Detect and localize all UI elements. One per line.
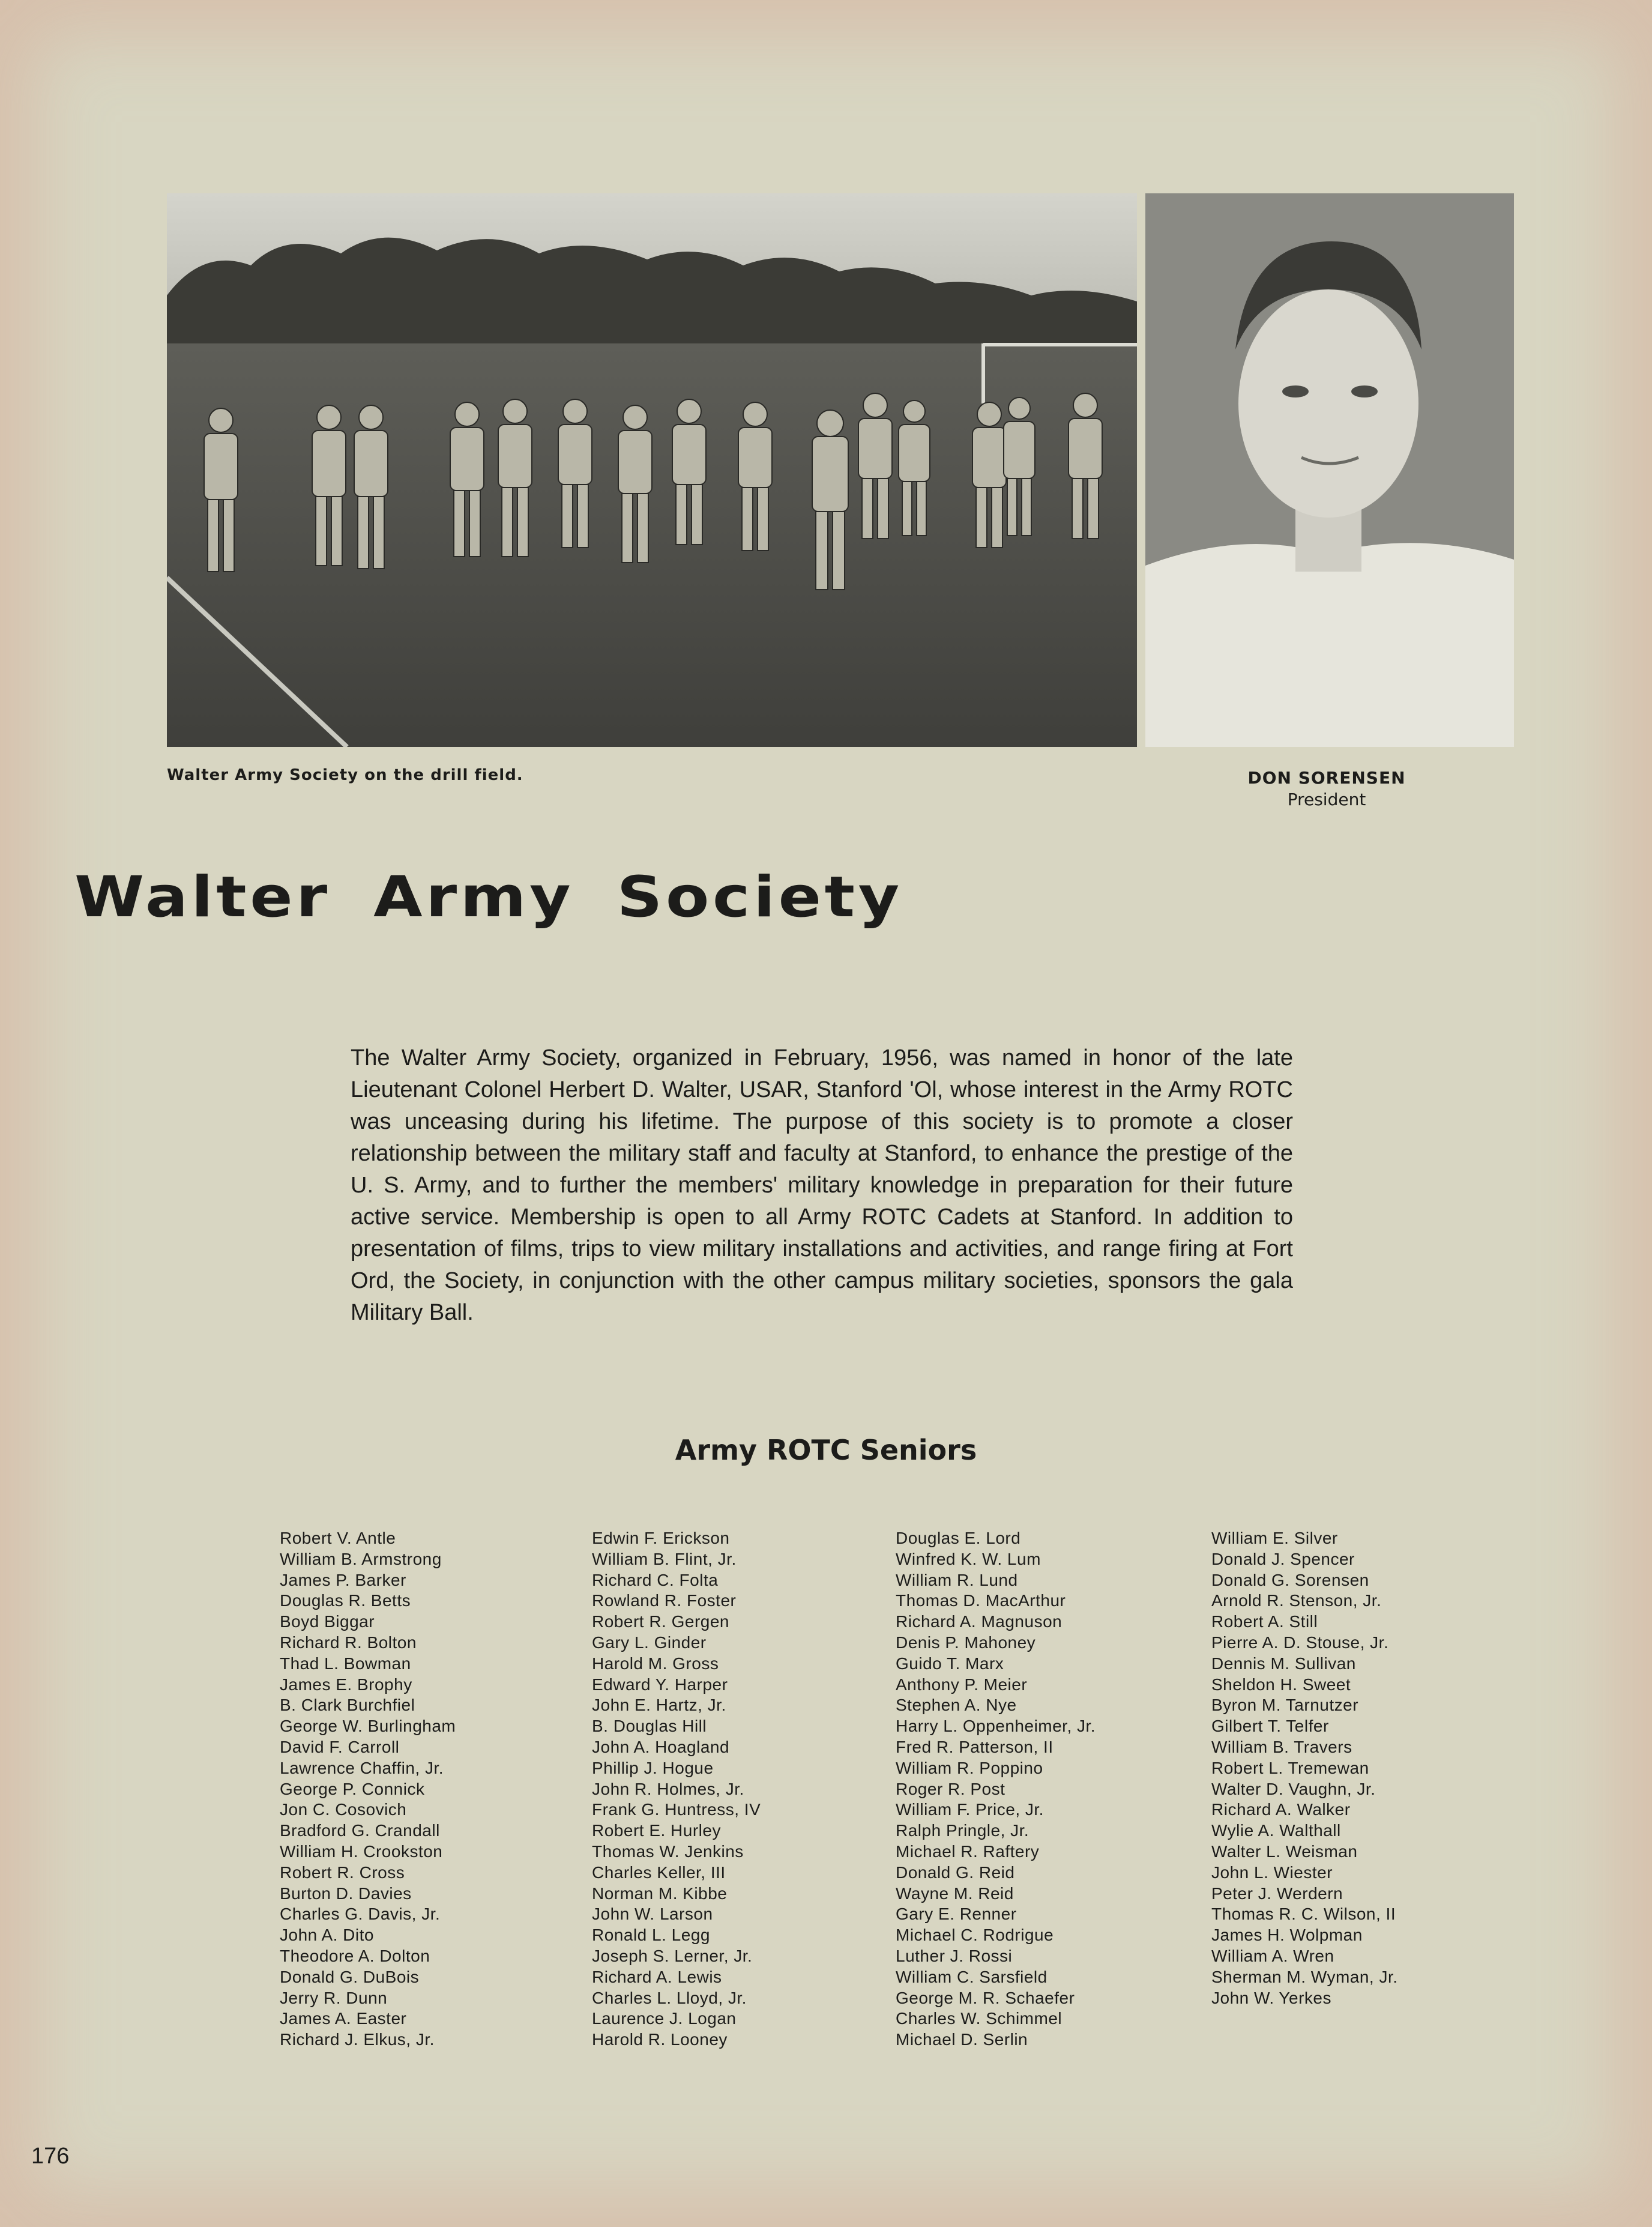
senior-name: Byron M. Tarnutzer xyxy=(1211,1696,1359,1715)
senior-name: Michael C. Rodrigue xyxy=(896,1926,1054,1945)
senior-name: Thomas R. C. Wilson, II xyxy=(1211,1905,1396,1924)
senior-name: John W. Yerkes xyxy=(1211,1988,1332,2007)
senior-name: Dennis M. Sullivan xyxy=(1211,1654,1356,1673)
senior-name: William A. Wren xyxy=(1211,1946,1334,1965)
senior-name: John R. Holmes, Jr. xyxy=(592,1779,744,1798)
intro-paragraph: The Walter Army Society, organized in February, 1956, was named in honor of the late Lieutenant Colonel Herbert D. Walter, USAR, Stanford 'Ol, whose interest in the Army ROTC was unceasing during his lifetime. The purpose of this society is to promote a closer relationship between the military staff and faculty at Stanford, to enhance the prestige of the U. S. Army, and to further the members' military knowledge in preparation for their future active service. Membership is open to all Army ROTC Cadets at Stanford. In addition to presentation of films, trips to view military installations and activities, and range firing at Fort Ord, the Society, in conjunction with the other campus military societies, sponsors the gala Military Ball. xyxy=(351,1045,1293,1325)
seniors-column-3 xyxy=(896,1528,1096,2050)
senior-name: Jon C. Cosovich xyxy=(280,1800,407,1819)
senior-name: Rowland R. Foster xyxy=(592,1591,737,1610)
senior-name: Frank G. Huntress, IV xyxy=(592,1800,761,1819)
drill-photo-caption: Walter Army Society on the drill field. xyxy=(167,766,523,784)
senior-name: Douglas E. Lord xyxy=(896,1529,1021,1547)
senior-name: Arnold R. Stenson, Jr. xyxy=(1211,1591,1382,1610)
senior-name: William B. Travers xyxy=(1211,1737,1352,1756)
senior-name: John L. Wiester xyxy=(1211,1863,1333,1882)
senior-name: Harold R. Looney xyxy=(592,2030,728,2049)
page-number: 176 xyxy=(31,2144,70,2169)
senior-name: Richard C. Folta xyxy=(592,1570,719,1589)
senior-name: Wylie A. Walthall xyxy=(1211,1821,1341,1840)
senior-name: Sheldon H. Sweet xyxy=(1211,1675,1351,1694)
senior-name: Harold M. Gross xyxy=(592,1654,719,1673)
senior-name: William B. Flint, Jr. xyxy=(592,1549,737,1568)
senior-name: Charles W. Schimmel xyxy=(896,2009,1063,2028)
senior-name: Denis P. Mahoney xyxy=(896,1633,1036,1652)
senior-name: William R. Poppino xyxy=(896,1758,1043,1777)
senior-name: Gilbert T. Telfer xyxy=(1211,1717,1329,1736)
portrait-caption xyxy=(1219,767,1435,811)
senior-name: Gary L. Ginder xyxy=(592,1633,707,1652)
senior-name: George P. Connick xyxy=(280,1779,425,1798)
right-eye xyxy=(1351,385,1378,397)
senior-name: Ronald L. Legg xyxy=(592,1926,710,1945)
senior-name: Winfred K. W. Lum xyxy=(896,1549,1041,1568)
president-name: DON SORENSEN xyxy=(1247,768,1406,788)
senior-name: Fred R. Patterson, II xyxy=(896,1737,1054,1756)
senior-name: Michael D. Serlin xyxy=(896,2030,1028,2049)
senior-name: Roger R. Post xyxy=(896,1779,1005,1798)
senior-name: Robert V. Antle xyxy=(280,1529,396,1547)
senior-name: Richard A. Lewis xyxy=(592,1967,722,1986)
senior-name: Theodore A. Dolton xyxy=(280,1946,430,1965)
senior-name: Walter L. Weisman xyxy=(1211,1842,1358,1861)
senior-name: Richard J. Elkus, Jr. xyxy=(280,2030,435,2049)
senior-name: John W. Larson xyxy=(592,1905,713,1924)
senior-name: Richard A. Walker xyxy=(1211,1800,1351,1819)
senior-name: William C. Sarsfield xyxy=(896,1967,1048,1986)
senior-name: Stephen A. Nye xyxy=(896,1696,1017,1715)
senior-name: Robert L. Tremewan xyxy=(1211,1758,1369,1777)
senior-name: Edwin F. Erickson xyxy=(592,1529,730,1547)
senior-name: Robert R. Gergen xyxy=(592,1612,729,1631)
senior-name: B. Clark Burchfiel xyxy=(280,1696,415,1715)
senior-name: Peter J. Werdern xyxy=(1211,1884,1343,1903)
senior-name: James H. Wolpman xyxy=(1211,1926,1363,1945)
senior-name: Richard A. Magnuson xyxy=(896,1612,1063,1631)
senior-name: B. Douglas Hill xyxy=(592,1717,707,1736)
senior-name: John A. Dito xyxy=(280,1926,374,1945)
senior-name: Gary E. Renner xyxy=(896,1905,1017,1924)
senior-name: Donald G. Reid xyxy=(896,1863,1015,1882)
senior-name: Burton D. Davies xyxy=(280,1884,412,1903)
portrait-illustration xyxy=(1145,193,1514,747)
senior-name: John A. Hoagland xyxy=(592,1737,730,1756)
senior-name: Anthony P. Meier xyxy=(896,1675,1028,1694)
senior-name: Robert R. Cross xyxy=(280,1863,405,1882)
senior-name: Thad L. Bowman xyxy=(280,1654,411,1673)
seniors-column-4 xyxy=(1211,1528,1398,2008)
senior-name: Donald G. DuBois xyxy=(280,1967,420,1986)
senior-name: James P. Barker xyxy=(280,1570,406,1589)
senior-name: Bradford G. Crandall xyxy=(280,1821,440,1840)
senior-name: James A. Easter xyxy=(280,2009,407,2028)
senior-name: George M. R. Schaefer xyxy=(896,1988,1075,2007)
senior-name: Wayne M. Reid xyxy=(896,1884,1014,1903)
senior-name: John E. Hartz, Jr. xyxy=(592,1696,726,1715)
senior-name: Luther J. Rossi xyxy=(896,1946,1013,1965)
drill-field-photo xyxy=(167,193,1137,747)
senior-name: Robert E. Hurley xyxy=(592,1821,721,1840)
senior-name: Walter D. Vaughn, Jr. xyxy=(1211,1779,1376,1798)
senior-name: Laurence J. Logan xyxy=(592,2009,737,2028)
seniors-column-2 xyxy=(592,1528,761,2050)
senior-name: Pierre A. D. Stouse, Jr. xyxy=(1211,1633,1389,1652)
portrait-photo xyxy=(1145,193,1514,747)
senior-name: Charles Keller, III xyxy=(592,1863,726,1882)
senior-name: Robert A. Still xyxy=(1211,1612,1318,1631)
senior-name: Thomas W. Jenkins xyxy=(592,1842,744,1861)
seniors-column-1 xyxy=(280,1528,456,2050)
page-title: Walter Army Society xyxy=(74,865,903,930)
senior-name: Sherman M. Wyman, Jr. xyxy=(1211,1967,1398,1986)
senior-name: David F. Carroll xyxy=(280,1737,400,1756)
senior-name: Norman M. Kibbe xyxy=(592,1884,728,1903)
senior-name: Charles G. Davis, Jr. xyxy=(280,1905,441,1924)
senior-name: Charles L. Lloyd, Jr. xyxy=(592,1988,747,2007)
senior-name: Lawrence Chaffin, Jr. xyxy=(280,1758,444,1777)
senior-name: Michael R. Raftery xyxy=(896,1842,1040,1861)
face xyxy=(1238,289,1418,518)
senior-name: Harry L. Oppenheimer, Jr. xyxy=(896,1717,1096,1736)
senior-name: Joseph S. Lerner, Jr. xyxy=(592,1946,753,1965)
senior-name: George W. Burlingham xyxy=(280,1717,456,1736)
senior-name: William B. Armstrong xyxy=(280,1549,442,1568)
senior-name: Guido T. Marx xyxy=(896,1654,1004,1673)
shirt xyxy=(1145,543,1514,747)
left-eye xyxy=(1282,385,1309,397)
seniors-heading: Army ROTC Seniors xyxy=(675,1434,977,1466)
president-title: President xyxy=(1287,790,1366,809)
senior-name: William F. Price, Jr. xyxy=(896,1800,1044,1819)
senior-name: William R. Lund xyxy=(896,1570,1018,1589)
senior-name: Thomas D. MacArthur xyxy=(896,1591,1066,1610)
senior-name: Jerry R. Dunn xyxy=(280,1988,388,2007)
senior-name: Donald G. Sorensen xyxy=(1211,1570,1369,1589)
senior-name: Donald J. Spencer xyxy=(1211,1549,1355,1568)
senior-name: Boyd Biggar xyxy=(280,1612,375,1631)
senior-name: William E. Silver xyxy=(1211,1529,1338,1547)
drill-field-illustration xyxy=(167,193,1137,747)
senior-name: Phillip J. Hogue xyxy=(592,1758,714,1777)
senior-name: Edward Y. Harper xyxy=(592,1675,728,1694)
senior-name: William H. Crookston xyxy=(280,1842,443,1861)
senior-name: Douglas R. Betts xyxy=(280,1591,411,1610)
senior-name: James E. Brophy xyxy=(280,1675,412,1694)
senior-name: Ralph Pringle, Jr. xyxy=(896,1821,1029,1840)
senior-name: Richard R. Bolton xyxy=(280,1633,417,1652)
